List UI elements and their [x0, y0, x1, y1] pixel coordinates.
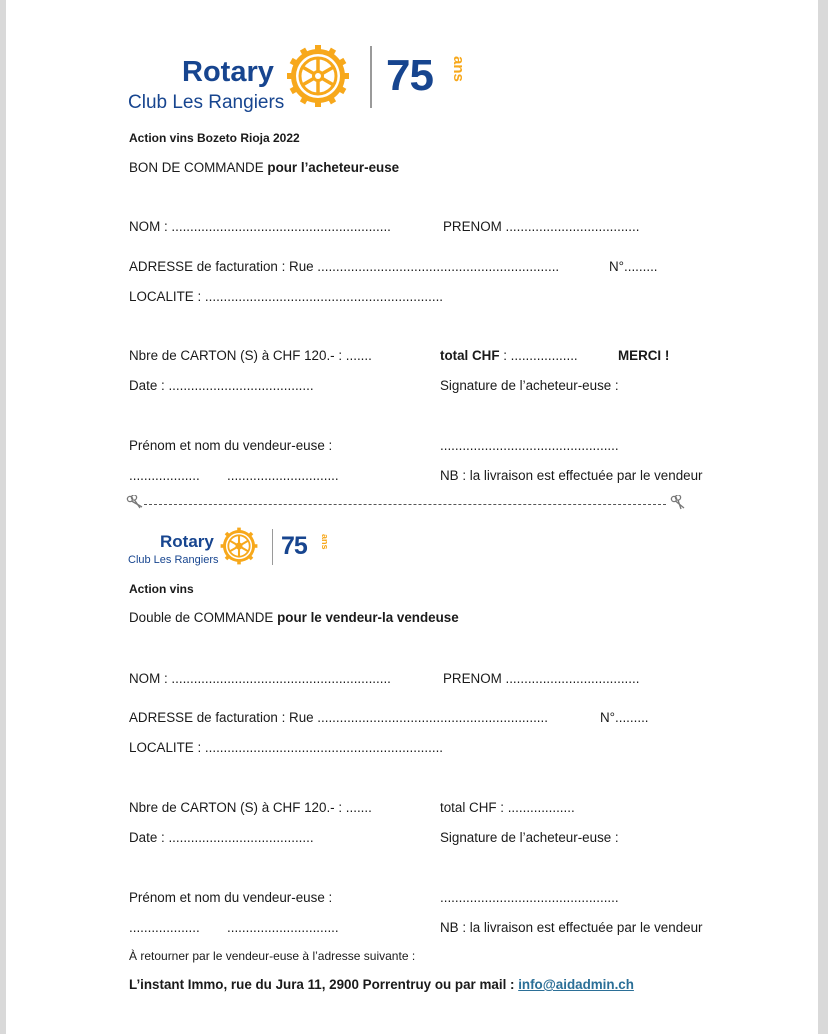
rotary-wheel-icon [286, 44, 350, 108]
logo-club-name: Club Les Rangiers [128, 92, 285, 113]
buyer-vendeur-line[interactable]: ................................................ [440, 438, 619, 453]
buyer-vendeur-last-name[interactable]: .............................. [227, 468, 339, 483]
rotary-logo-small [128, 526, 328, 570]
seller-action-title: Action vins [129, 582, 194, 596]
logo-separator-small [272, 529, 273, 565]
return-address-text: L’instant Immo, rue du Jura 11, 2900 Porrentruy ou par mail : [129, 977, 519, 992]
return-note: À retourner par le vendeur-euse à l’adresse suivante : [129, 949, 416, 963]
seller-date-field[interactable]: Date : ....................................... [129, 830, 314, 845]
seller-numero-field[interactable]: N°......... [600, 710, 649, 725]
buyer-total-field[interactable] [440, 348, 578, 364]
buyer-heading [129, 160, 399, 176]
buyer-total-dots: : .................. [499, 348, 578, 363]
buyer-vendeur-first-name[interactable]: ................... [129, 468, 200, 483]
document-page [6, 0, 818, 1034]
buyer-heading-bold: pour l’acheteur-euse [267, 160, 400, 175]
logo-anniversary-suffix: ans [450, 56, 467, 82]
seller-prenom-field[interactable]: PRENOM .................................... [443, 671, 640, 686]
seller-heading-normal: Double de COMMANDE [129, 610, 278, 625]
buyer-prenom-field[interactable]: PRENOM .................................... [443, 219, 640, 234]
seller-vendeur-last-name[interactable]: .............................. [227, 920, 339, 935]
logo-separator [370, 46, 372, 108]
buyer-cartons-field[interactable]: Nbre de CARTON (S) à CHF 120.- : ....... [129, 348, 372, 363]
seller-localite-field[interactable]: LOCALITE : ................................................................ [129, 740, 444, 755]
buyer-date-field[interactable]: Date : ....................................... [129, 378, 314, 393]
buyer-numero-field[interactable]: N°......... [609, 259, 658, 274]
buyer-merci-text: MERCI ! [618, 348, 670, 363]
seller-vendeur-line[interactable]: ................................................ [440, 890, 619, 905]
email-link[interactable]: info@aidadmin.ch [518, 977, 634, 992]
seller-adresse-field[interactable]: ADRESSE de facturation : Rue .............................................................. [129, 710, 548, 725]
seller-vendeur-label: Prénom et nom du vendeur-euse : [129, 890, 333, 905]
buyer-localite-field[interactable]: LOCALITE : ................................................................ [129, 289, 444, 304]
logo-rotary-word-small: Rotary [160, 532, 214, 551]
seller-nom-field[interactable]: NOM : ........................................................... [129, 671, 391, 686]
seller-heading-bold: pour le vendeur-la vendeuse [277, 610, 459, 625]
buyer-nom-field[interactable]: NOM : ........................................................... [129, 219, 391, 234]
buyer-nb-note: NB : la livraison est effectuée par le vendeur [440, 468, 703, 483]
buyer-heading-normal: BON DE COMMANDE [129, 160, 268, 175]
logo-anniversary-number: 75 [386, 51, 433, 100]
scissors-icon [126, 495, 146, 511]
logo-rotary-word: Rotary [182, 56, 274, 88]
buyer-vendeur-label: Prénom et nom du vendeur-euse : [129, 438, 333, 453]
buyer-adresse-field[interactable]: ADRESSE de facturation : Rue ................................................................. [129, 259, 560, 274]
return-address [129, 977, 634, 993]
logo-anniversary-number-small: 75 [281, 532, 307, 560]
logo-anniversary-suffix-small: ans [320, 534, 330, 550]
seller-vendeur-first-name[interactable]: ................... [129, 920, 200, 935]
logo-club-name-small: Club Les Rangiers [128, 554, 219, 566]
rotary-wheel-icon [220, 527, 258, 565]
seller-nb-note: NB : la livraison est effectuée par le vendeur [440, 920, 703, 935]
seller-signature-label: Signature de l’acheteur-euse : [440, 830, 619, 845]
buyer-action-title: Action vins Bozeto Rioja 2022 [129, 131, 300, 145]
buyer-total-label: total CHF [440, 348, 500, 363]
seller-total-field[interactable]: total CHF : .................. [440, 800, 575, 815]
buyer-signature-label: Signature de l’acheteur-euse : [440, 378, 619, 393]
cut-line [144, 504, 666, 505]
rotary-logo-large [128, 42, 468, 114]
seller-heading [129, 610, 459, 626]
scissors-icon [666, 495, 686, 511]
seller-cartons-field[interactable]: Nbre de CARTON (S) à CHF 120.- : ....... [129, 800, 372, 815]
